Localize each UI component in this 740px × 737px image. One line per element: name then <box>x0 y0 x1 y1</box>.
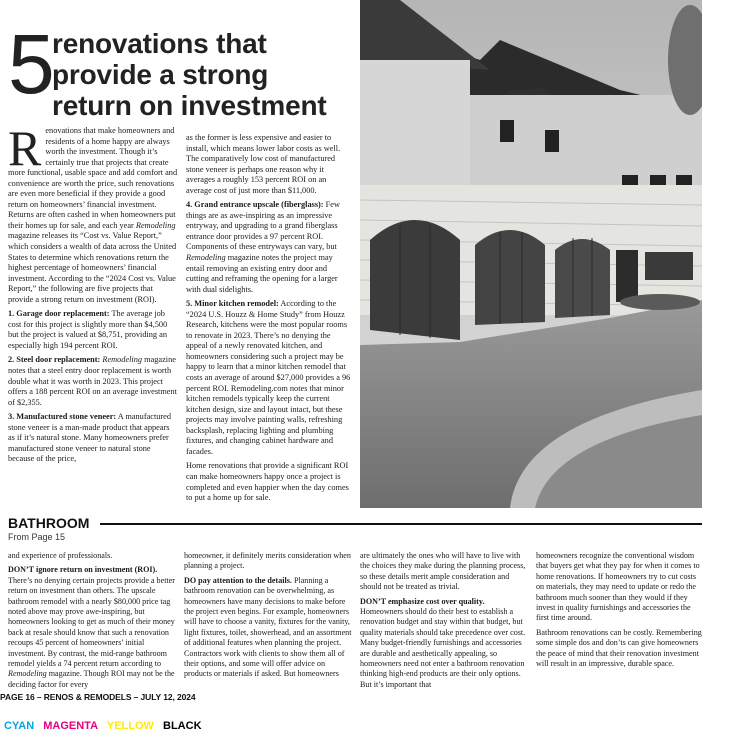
bathroom-column-1 <box>8 551 176 694</box>
headline-number: 5 <box>8 17 55 111</box>
section-rule <box>100 523 702 525</box>
cmyk-cyan: CYAN <box>4 720 35 732</box>
list-item: 1. Garage door replacement: The average job cost for this project is slightly more than $4,500 but the project is valued at $8,751, providing an especially high 194 percent ROI. <box>8 309 168 350</box>
bathroom-column-2 <box>184 551 352 684</box>
continued-from: From Page 15 <box>8 532 66 542</box>
bathroom-column-4 <box>536 551 704 673</box>
house-photo <box>360 0 702 508</box>
article-paragraph: homeowners recognize the conventional wisdom that buyers get what they pay for when it comes to home renovations. If homeowners try to cut costs on materials, they may need to update or redo the bathroom much sooner than they would if they invest in quality furnishings and accessories the first time around. <box>536 551 700 623</box>
bathroom-column-3 <box>360 551 528 694</box>
headline-line: return on investment <box>52 90 327 121</box>
article-paragraph: homeowner, it definitely merits consideration when planning a project. <box>184 551 351 571</box>
headline-line: provide a strong <box>52 59 269 90</box>
article-paragraph: DON’T ignore return on investment (ROI). There’s no denying certain projects provide a better return on investment than others. The upscale bathroom remodel with a nearly $80,000 price tag noted above may prove awe-inspiring, but homeowners looking to get as much of their money back at resale should know that such a renovation recoups 45 percent of homeowners’ initial investment. By contrast, the mid-range bathroom remodel yields a 74 percent return according to Remodeling magazine. Though ROI may not be the deciding factor for every <box>8 565 175 689</box>
article-paragraph: DO pay attention to the details. Planning a bathroom renovation can be overwhelming, as homeowners have many decisions to make before the project even begins. For example, homeowners will have to choose a vanity, fixtures for the vanity, light fixtures, toilet, showerhead, and an assortment of additional features when planning the project. Contractors work with clients to show them all of their options, and some will offer advice on products or materials if asked. But homeowners <box>184 575 352 679</box>
headline-line: renovations that <box>52 28 267 59</box>
article-paragraph: DON’T emphasize cost over quality. Homeowners should do their best to establish a renovation budget and stay within that budget, but quality materials should take precedence over cost. Many budget-friendly furnishings and accessories are durable and aesthetically appealing, so homeowners need not enter a bathroom renovation thinking high-end products are their only options. But it’s important that <box>360 596 526 689</box>
cmyk-yellow: YELLOW <box>106 720 154 732</box>
headline <box>8 17 358 126</box>
cmyk-color-bar <box>4 720 208 733</box>
list-item: 4. Grand entrance upscale (fiberglass): Few things are as awe-inspiring as an impressive entryway, and upgrading to a grand fiberglass entrance door provides a 97 percent ROI. Components of these entryways can vary, but Remodeling magazine notes the project may entail removing an existing entry door and cutting and reframing the opening for a larger with dual sidelights. <box>186 200 340 294</box>
article-column-2 <box>186 133 352 508</box>
headline-title <box>52 28 326 121</box>
cmyk-magenta: MAGENTA <box>43 720 99 732</box>
article-column-1 <box>8 120 178 469</box>
list-item: 3. Manufactured stone veneer: A manufactured stone veneer is a man-made product that appears as if it’s natural stone. Many homeowners prefer manufactured stone veneer to natural stone because of the price, <box>8 412 171 464</box>
cmyk-black: BLACK <box>163 720 202 732</box>
list-item: 5. Minor kitchen remodel: According to the “2024 U.S. Houzz & Home Study” from Houzz Research, kitchens were the most popular rooms to renovate in 2023. There’s no denying the appeal of a newly renovated kitchen, and homeowners considering such a project may be happy to learn that a minor kitchen remodel that costs an average of around $27,000 provides a 96 percent ROI. Remodeling.com notes that minor kitchen remodels typically keep the current kitchen design, size and layout intact, but these projects may involve painting walls, refreshing backsplash, replacing lighting and plumbing fixtures, and changing cabinet hardware and facades. <box>186 299 351 456</box>
article-paragraph: as the former is less expensive and easier to install, which means lower labor costs as well. The comparatively low cost of manufactured stone veneer is perhaps one reason why it averages a roughly 153 percent ROI on an average cost of just more than $11,000. <box>186 133 341 195</box>
page-footer: PAGE 16 – RENOS & REMODELS – JULY 12, 2024 <box>0 692 196 702</box>
section-title: BATHROOM <box>8 515 90 531</box>
list-item: 2. Steel door replacement: Remodeling magazine notes that a steel entry door replacement is worth double what it was worth in 2023. This project offers a 188 percent ROI on an average investment of $2,355. <box>8 355 177 407</box>
article-paragraph: and experience of professionals. <box>8 551 113 560</box>
drop-cap: R <box>8 120 42 176</box>
house-illustration <box>360 0 702 508</box>
article-closing: Home renovations that provide a significant ROI can make homeowners happy once a project is completed and even happier when the day comes to put a home up for sale. <box>186 461 349 503</box>
bathroom-section-header <box>8 515 702 547</box>
article-paragraph: are ultimately the ones who will have to live with the choices they make during the planning process, so these details merit ample consideration and should not be treated as trivial. <box>360 551 526 592</box>
article-paragraph: Bathroom renovations can be costly. Remembering some simple dos and don’ts can give homeowners the peace of mind that their renovation investment will result in an impressive, durable space. <box>536 627 702 669</box>
article-intro: R enovations that make homeowners and residents of a home happy are always worth the investment. Though it’s certainly true that projects that create more functional, usable space and add comfort and convenience are worth the price, such renovations are even more beneficial if they provide a good return on homeowners’ financial investment. Returns are often cashed in when homeowners put their homes up for sale, and each year Remodeling magazine releases its “Cost vs. Value Report,” which considers a wealth of data across the United States to determine which renovations return the highest percentage of homeowners’ financial investment. According to the “2024 Cost vs. Value Report,” the following are five projects that provide a strong return on investment (ROI). <box>8 120 178 304</box>
